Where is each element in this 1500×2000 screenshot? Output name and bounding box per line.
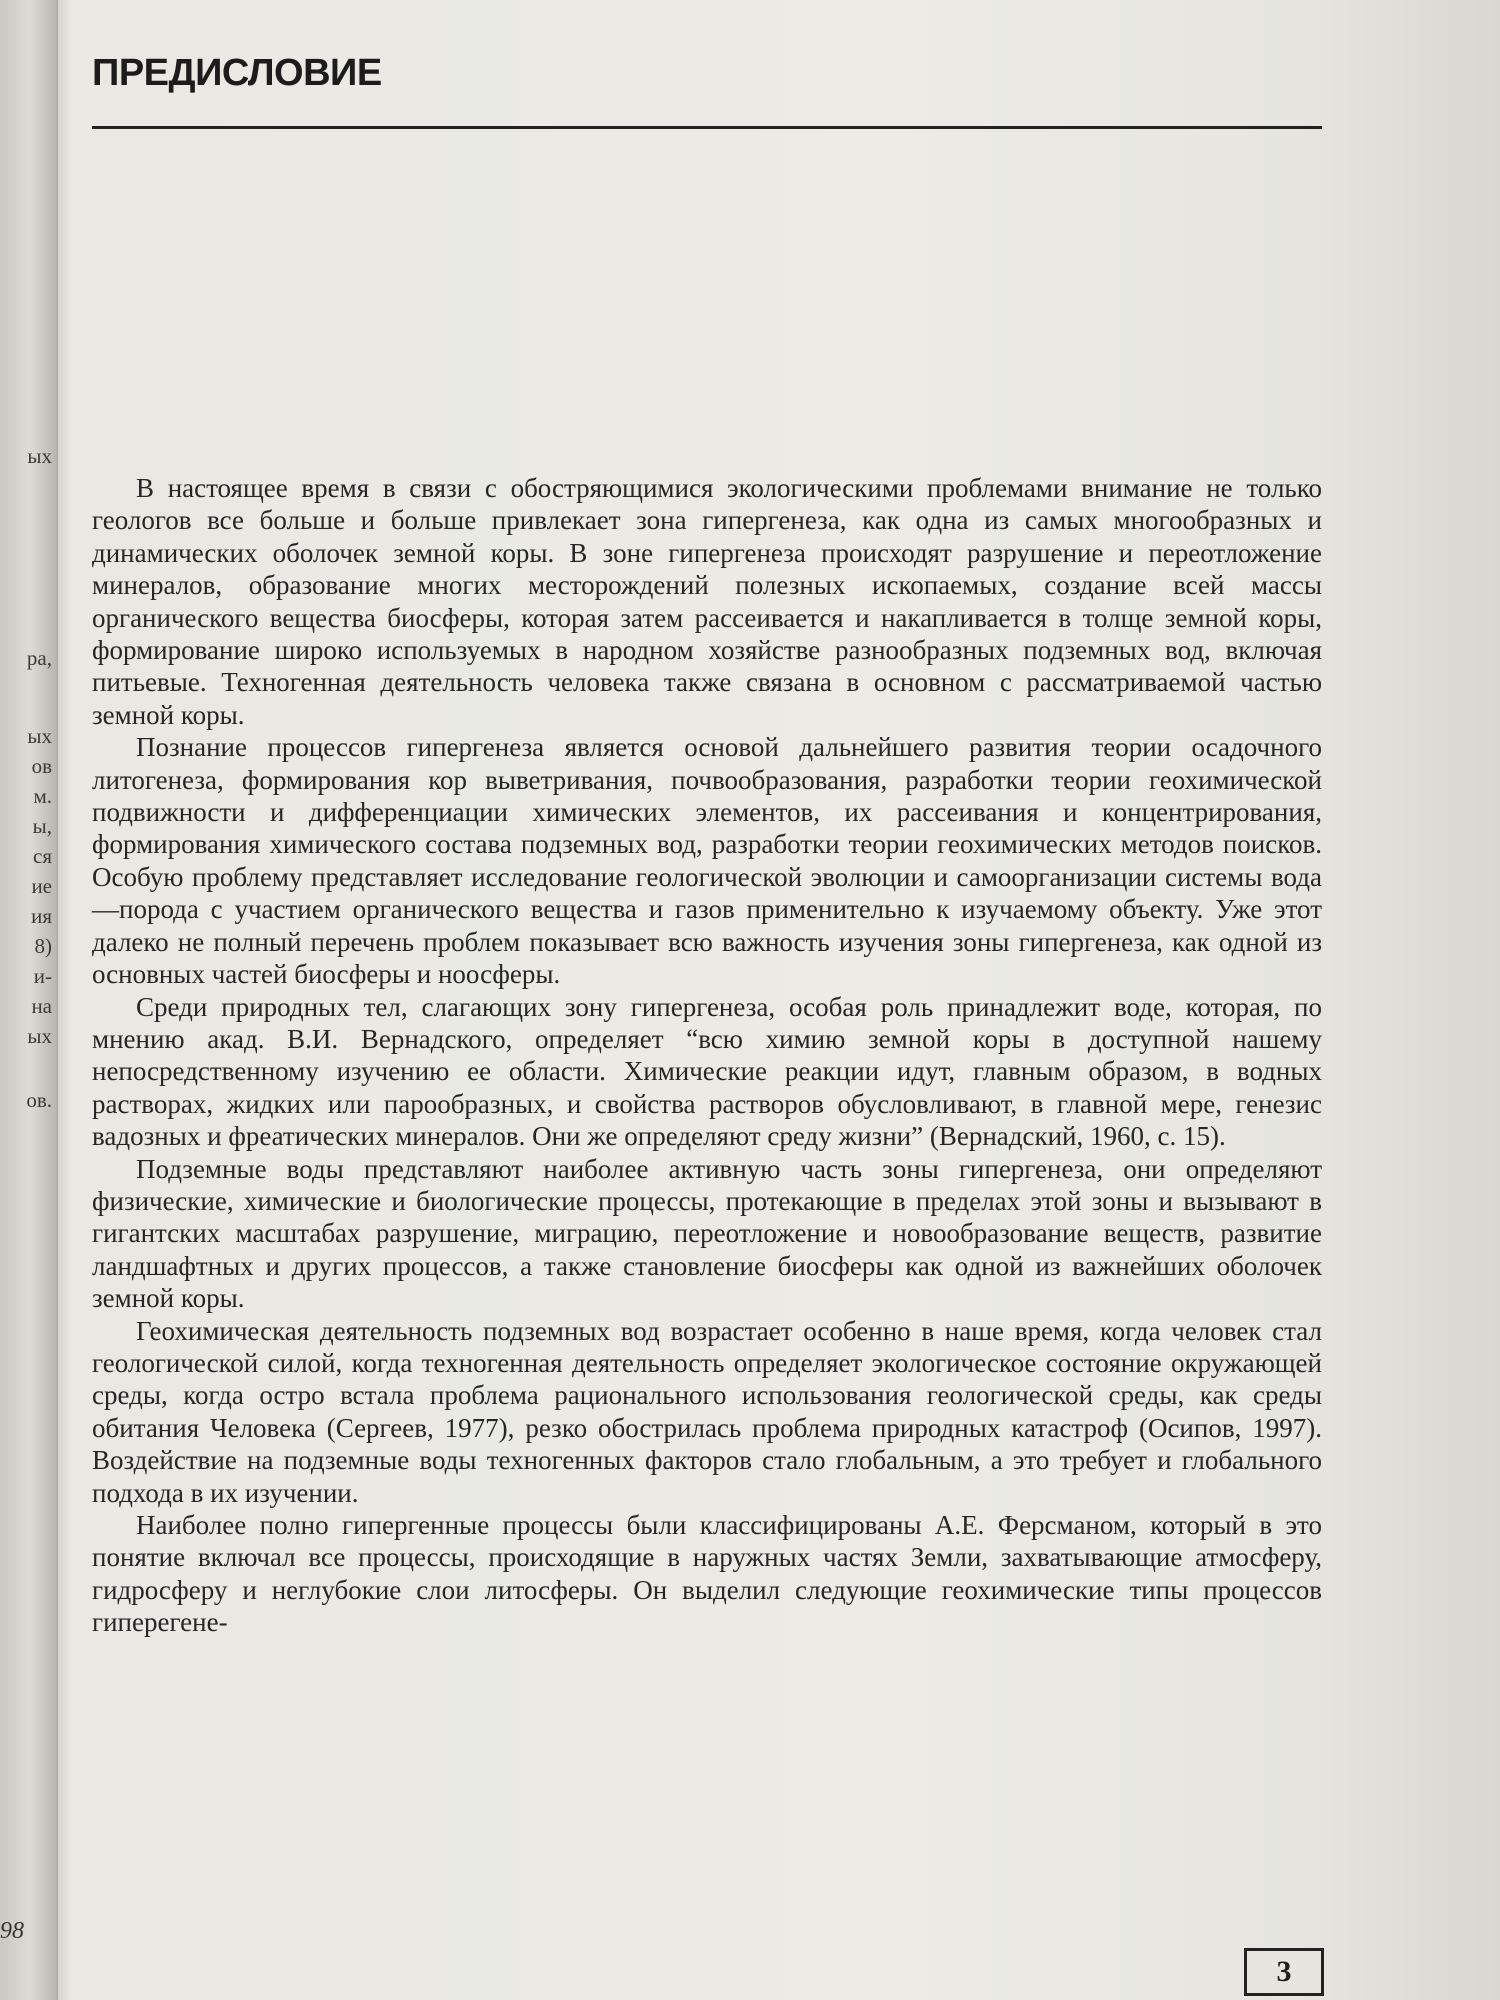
previous-page-fragment: и- [33, 964, 52, 988]
previous-page-fragment: ия [31, 904, 52, 928]
previous-page-number: 98 [0, 1918, 24, 1944]
previous-page-fragment: ся [33, 844, 52, 868]
paragraph-1: В настоящее время в связи с обостряющимися экологическими проблемами внимание не только геологов все больше и больше привлекает зона гипергенеза, как одна из самых многообразных и динамических оболочек земной коры. В зоне гипергенеза происходят разрушение и переотложение минералов, образование многих месторождений полезных ископаемых, создание всей массы органического вещества биосферы, которая затем рассеивается и накапливается в толще земной коры, формирование широко используемых в народном хозяйстве разнообразных подземных вод, включая питьевые. Техногенная деятельность человека также связана в основном с рассматриваемой частью земной коры. [92, 473, 1322, 730]
page-number: 3 [1244, 1948, 1324, 1996]
previous-page-fragment: ра, [26, 646, 52, 670]
paragraph-4: Подземные воды представляют наиболее активную часть зоны гипергенеза, они определяют физические, химические и биологические процессы, протекающие в пределах этой зоны и вызывают в гигантских масштабах разрушение, миграцию, переотложение и новообразование веществ, развитие ландшафтных и других процессов, а также становление биосферы как одной из важнейших оболочек земной коры. [92, 1153, 1322, 1314]
previous-page-fragment: ых [27, 1024, 52, 1048]
previous-page-fragment: ы, [32, 814, 52, 838]
chapter-title: ПРЕДИСЛОВИЕ [92, 52, 382, 94]
body-text [92, 472, 1322, 1639]
book-page [60, 0, 1500, 2000]
previous-page-edge [0, 0, 58, 2000]
previous-page-fragment: ов. [26, 1088, 52, 1112]
title-rule [92, 126, 1322, 129]
previous-page-fragment: ых [27, 444, 52, 468]
paragraph-5: Геохимическая деятельность подземных вод возрастает особенно в наше время, когда человек стал геологической силой, когда техногенная деятельность определяет экологическое состояние окружающей среды, когда остро встала проблема рационального использования геологической среды, как среды обитания Человека (Сергеев, 1977), резко обострилась проблема природных катастроф (Осипов, 1997). Воздействие на подземные воды техногенных факторов стало глобальным, а это требует и глобального подхода в их изучении. [92, 1315, 1322, 1508]
paragraph-3: Среди природных тел, слагающих зону гипергенеза, особая роль принадлежит воде, которая, по мнению акад. В.И. Вернадского, определяет “всю химию земной коры в доступной нашему непосредственному изучению ее области. Химические реакции идут, главным образом, в водных растворах, жидких или парообразных, и свойства растворов обусловливают, в главной мере, генезис вадозных и фреатических минералов. Они же определяют среду жизни” (Вернадский, 1960, с. 15). [92, 991, 1322, 1152]
paragraph-2: Познание процессов гипергенеза является основой дальнейшего развития теории осадочного литогенеза, формирования кор выветривания, почвообразования, разработки теории геохимической подвижности и дифференциации химических элементов, их рассеивания и концентрирования, формирования химического состава подземных вод, разработки теории геохимических методов поисков. Особую проблему представляет исследование геологической эволюции и самоорганизации системы вода—порода с участием органического вещества и газов применительно к изучаемому объекту. Уже этот далеко не полный перечень проблем показывает всю важность изучения зоны гипергенеза, как одной из основных частей биосферы и ноосферы. [92, 732, 1322, 990]
previous-page-fragment: 8) [34, 934, 52, 958]
previous-page-fragment: ие [31, 874, 52, 898]
paragraph-6: Наиболее полно гипергенные процессы были классифицированы А.Е. Ферсманом, который в это понятие включал все процессы, происходящие в наружных частях Земли, захватывающие атмосферу, гидросферу и неглубокие слои литосферы. Он выделил следующие геохимические типы процессов гиперегене- [92, 1510, 1322, 1638]
previous-page-fragment: м. [33, 784, 52, 808]
previous-page-fragment: ых [27, 724, 52, 748]
previous-page-fragment: на [31, 994, 52, 1018]
previous-page-fragment: ов [31, 754, 52, 778]
